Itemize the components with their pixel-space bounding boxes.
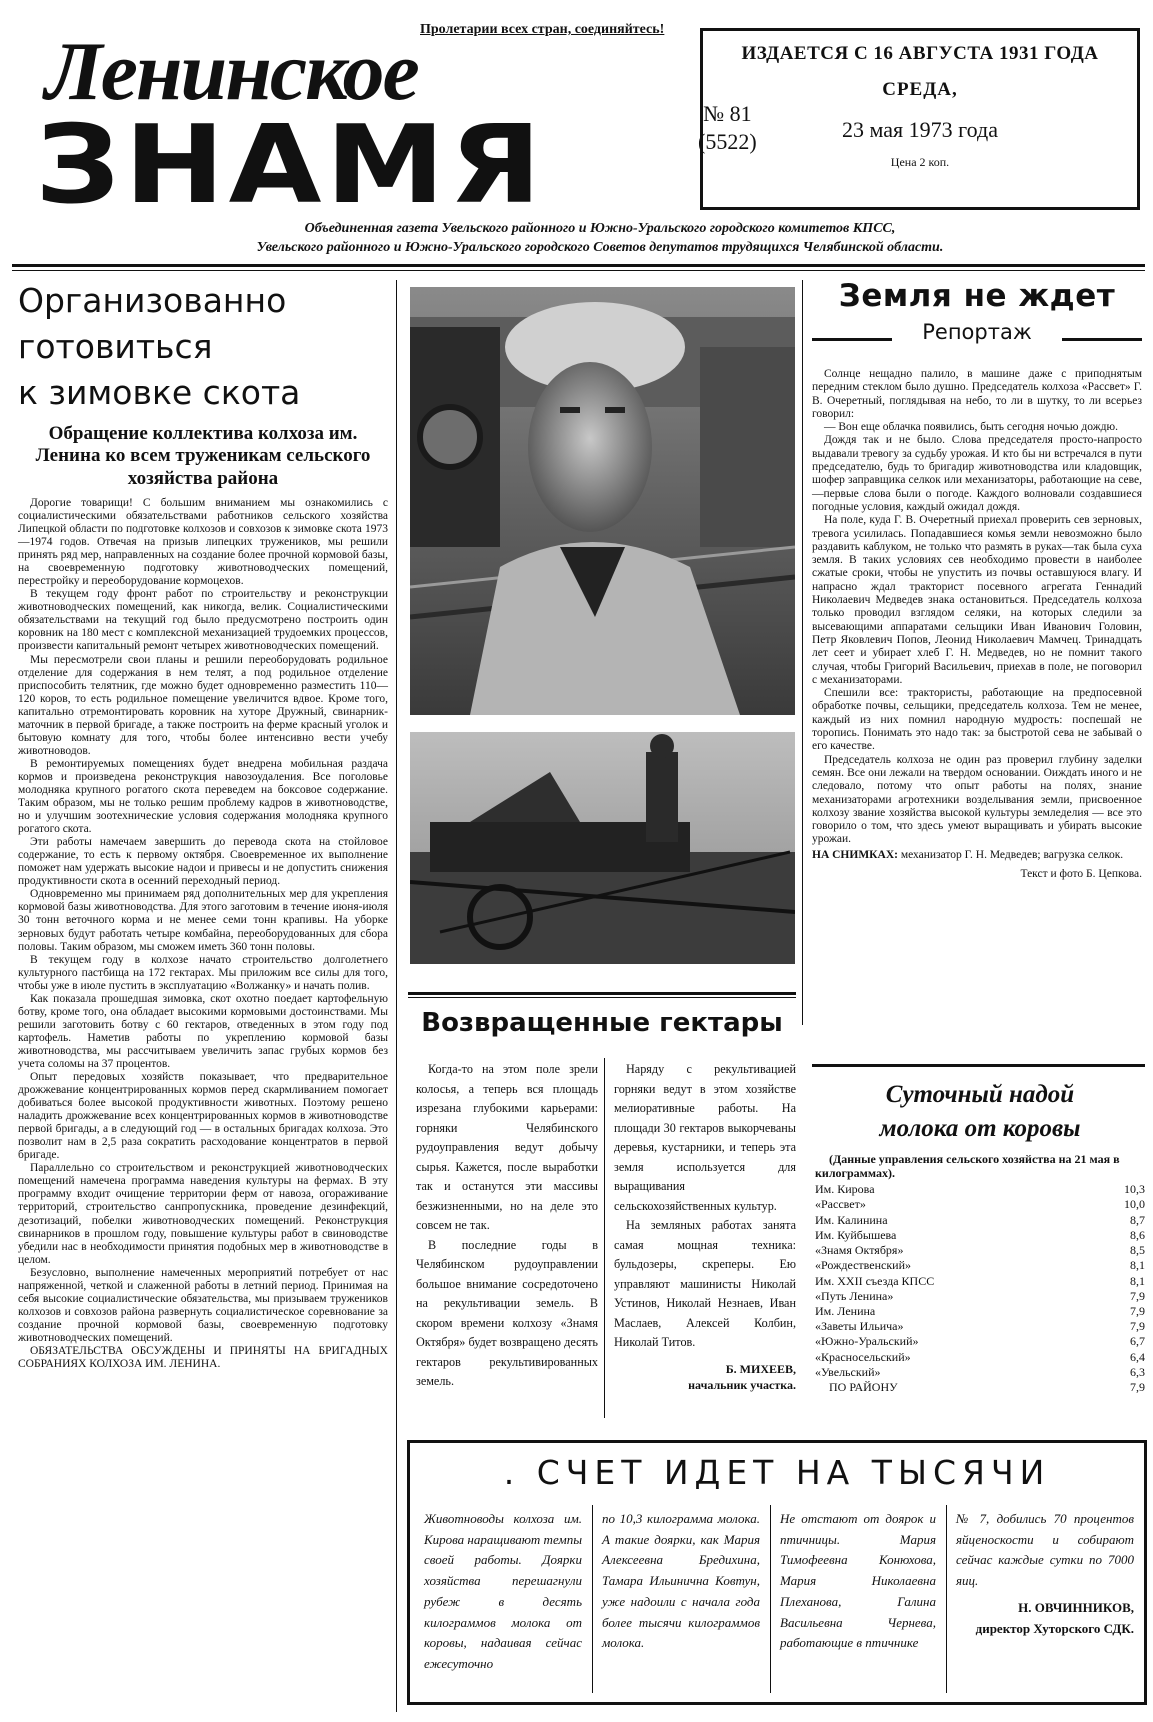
paragraph: Параллельно со строительством и реконструкцией животноводческих помещений намечена программа наведения культуры на фермах. В эту программу входит очищение территории ферм от навоза, огораживание территорий, строительство санпропускника, проведение дезинфекций, дезотизаций, побелки животноводческих помещений. Реконструкция свинарников в прошлом году, повышение культуры работ в свиноводстве убедили нас в необходимости принятия подобных мер в животноводстве в целом. <box>18 1162 388 1266</box>
masthead-divider <box>12 264 1145 267</box>
left-article-headline <box>18 278 388 417</box>
paragraph: Дождя так и не было. Слова председателя просто-напросто выдавали тревогу за судьбу урожая. И кто бы ни встречался в пути председателю, будь то бригадир животноводства или кладовщик, шофер заправщика селкок или механизаторы, работающие на севе,—первые слова были о погоде. Каждого волновали создавшиеся погодные условия, каждый ожидал дождя. <box>812 434 1142 513</box>
bottom-author-title: директор Хуторского СДК. <box>975 1620 1134 1636</box>
headline-line2: готовиться <box>18 327 213 367</box>
milk-table-row <box>815 1197 1145 1212</box>
farm-name: «Путь Ленина» <box>815 1288 894 1303</box>
genre-row <box>812 320 1142 354</box>
issue-price: Цена 2 коп. <box>890 155 950 169</box>
headline-line3: к зимовке скота <box>18 373 301 413</box>
left-article-body <box>18 497 388 1345</box>
farm-name: «Увельский» <box>815 1364 881 1379</box>
milk-table-row <box>815 1350 1145 1365</box>
bottom-col-divider-1 <box>592 1505 593 1693</box>
milk-table-row <box>815 1228 1145 1243</box>
caption-label: НА СНИМКАХ: <box>812 848 898 861</box>
paragraph: Когда-то на этом поле зрели колосья, а теперь вся площадь изрезана глубокими карьерами: горняки Челябинского рудоуправления ведут добычу сырья. Кажется, после выработки так и останутся эти массивы безжизненными, но на деле это совсем не так. <box>416 1062 598 1232</box>
genre-rule-right <box>1062 338 1142 341</box>
farm-name: «Красносельский» <box>815 1349 911 1364</box>
masthead-title-line1: Ленинское <box>45 25 418 118</box>
paragraph: На земляных работах занята самая мощная техника: бульдозеры, скреперы. Ею управляют машинисты Николай Устинов, Николай Незнаев, Иван Маслаев, Алексей Колбин, Николай Титов. <box>614 1218 796 1349</box>
milk-table-row <box>815 1289 1145 1304</box>
left-article-subhead: Обращение коллектива колхоза им. Ленина ко всем труженикам сельского хозяйства района <box>35 422 371 490</box>
bottom-col-divider-3 <box>946 1505 947 1693</box>
column-divider-left <box>396 280 397 1712</box>
milk-table-row <box>815 1274 1145 1289</box>
milk-yield-value: 6,7 <box>1130 1334 1145 1349</box>
masthead-title-line2: ЗНАМЯ <box>35 103 546 229</box>
left-article-footer: ОБЯЗАТЕЛЬСТВА ОБСУЖДЕНЫ И ПРИНЯТЫ НА БРИГАДНЫХ СОБРАНИЯХ КОЛХОЗА ИМ. ЛЕНИНА. <box>18 1345 388 1371</box>
milk-yield-value: 8,5 <box>1130 1243 1145 1258</box>
middle-article-headline: Возвращенные гектары <box>421 1008 783 1038</box>
milk-yield-value: 8,1 <box>1130 1273 1145 1288</box>
milk-yield-table <box>815 1078 1145 1395</box>
milk-table-headline <box>815 1078 1145 1146</box>
farm-name: ПО РАЙОНУ <box>829 1379 898 1394</box>
bottom-col1: Животноводы колхоза им. Кирова наращивают темпы своей работы. Доярки хозяйства перешагнули рубеж в десять килограммов молока от коровы, надаивая сейчас ежесуточно <box>424 1511 582 1671</box>
milk-table-row <box>815 1258 1145 1273</box>
middle-article <box>408 1008 796 1392</box>
milk-table-row <box>815 1182 1145 1197</box>
paragraph: Председатель колхоза не один раз проверил глубину заделки семян. Все они лежали на твердом основании. Оиждать иного и не следовало, потому что опыт работы на полях, знание механизаторами агротехники возделывания земли, присвоенное колхозу звание хозяйства высокой культуры земледелия — все это говорило о том, что здесь умеют выращивать и убирать высокие урожаи. <box>812 753 1142 846</box>
photo-portrait-image <box>410 287 795 715</box>
paragraph: Спешили все: трактористы, работающие на предпосевной обработке почвы, сельщики, председатель колхоза. Тем не менее, каждый из них помнил народную мудрость: поспешай не торопись. Понимать это надо так: за быстротой сева не забывай о его качестве. <box>812 687 1142 753</box>
masthead-subtitle <box>170 220 1030 258</box>
milk-yield-value: 10,3 <box>1124 1182 1145 1197</box>
milk-yield-value: 7,9 <box>1130 1288 1145 1303</box>
caption-text: механизатор Г. Н. Медведев; вагрузка селкок. <box>900 848 1124 861</box>
paragraph: На поле, куда Г. В. Очеретный приехал проверить сев зерновых, тревога усилилась. Попадавшиеся комья земли невозможно было раздавить каблуком, не только что размять в руках—так была суха земля. В таких условиях сев необходимо провести в наиболее сжатые сроки, чтобы не упустить из почвы оставшуюся влагу. И напрасно ждал тракторист посевного агрегата Геннадий Николаевич Медведев знака остановиться. Председатель колхоза только проводил взглядом селяки, на которых следили за высевающими аппаратами сельщики Иван Иванович Головин, Петр Яковлевич Попов, Леонид Николаевич Мамчец. Тринадцать лет сеет и убирает хлеб Г. Н. Медведев, но не помнит такого случая, чтобы Григорий Васильевич, приехав в поле, не поговорил с механизаторами. <box>812 514 1142 686</box>
right-article-byline: Текст и фото Б. Цепкова. <box>1020 867 1142 880</box>
milk-yield-value: 7,9 <box>1130 1379 1145 1394</box>
milk-yield-value: 8,6 <box>1130 1227 1145 1242</box>
right-article-body <box>812 368 1142 881</box>
photo-portrait-mechanic <box>410 287 795 715</box>
bottom-box-headline: . СЧЕТ ИДЕТ НА ТЫСЯЧИ <box>503 1453 1051 1492</box>
issue-date: 23 мая 1973 года <box>842 117 998 142</box>
milk-table-row <box>815 1380 1145 1395</box>
middle-article-author-title: начальник участка. <box>688 1377 796 1392</box>
farm-name: «Заветы Ильича» <box>815 1319 904 1334</box>
paragraph: Мы пересмотрели свои планы и решили переоборудовать родильное отделение для содержания в нем телят, а под родильное отделение приспособить телятник, где можно будет одновременно разместить 110—120 коров, то есть родильное помещение увеличится вдвое. Кроме того, капитально отремонтировать коровник на хуторе Дружный, свинарник-маточник в первой бригаде, а также построить на ферме красный уголок и бытовую комнату для того, чтобы более интенсивно вести учебу животноводов. <box>18 653 388 757</box>
issue-total: (5522) <box>698 128 757 154</box>
paragraph: Наряду с рекультивацией горняки ведут в этом хозяйстве мелиоративные работы. На площади 30 гектаров выкорчеваны деревья, кустарники, и теперь эта земля используется для выращивания сельскохозяйственных культур. <box>614 1062 796 1213</box>
milk-top-divider <box>812 1064 1145 1067</box>
milk-headline-line2: молока от коровы <box>879 1114 1081 1142</box>
middle-article-col1 <box>416 1060 598 1392</box>
photo-caption <box>812 849 1142 862</box>
milk-yield-value: 7,9 <box>1130 1319 1145 1334</box>
milk-yield-value: 7,9 <box>1130 1303 1145 1318</box>
weekday: СРЕДА, <box>882 79 958 100</box>
column-divider-right <box>802 280 803 1025</box>
paragraph: Одновременно мы принимаем ряд дополнительных мер для укрепления кормовой базы животноводства. Для этого заготовим в течение июня-июля 30 тонн веточного корма и не менее семи тонн крапивы. На уборке зерновых будут работать четыре комбайна, переоборудованных для сбора половы. Таким образом, мы сможем иметь 360 тонн половы. <box>18 888 388 953</box>
farm-name: Им. Калинина <box>815 1212 888 1227</box>
paragraph: В текущем году фронт работ по строительству и реконструкции животноводческих помещений, как никогда, велик. Социалистическими обязательствами на текущий год было предусмотрено построить один коровник на 180 мест с комплексной механизацией трудоемких процессов, произвести капитальный ремонт четырех животноводческих помещений. <box>18 588 388 653</box>
farm-name: «Знамя Октября» <box>815 1243 904 1258</box>
milk-table-row <box>815 1365 1145 1380</box>
paragraph: В ремонтируемых помещениях будет внедрена мобильная раздача кормов и произведена реконструкция навозоудаления. Все поголовье молодняка крупного рогатого скота переведем на боксовое содержание. Таким образом, мы не только решим проблему кадров в животноводстве, но и улучшим зоотехнические условия содержания молодняка крупного рогатого скота. <box>18 757 388 836</box>
middle-article-col2 <box>614 1060 796 1393</box>
paragraph: Солнце нещадно палило, в машине даже с приподнятым передним стеклом было душно. Председатель колхоза «Рассвет» Г. В. Очеретный, поглядывая на небо, то ли в шутку, то ли всерьез говорил: <box>812 368 1142 420</box>
farm-name: Им. Ленина <box>815 1303 876 1318</box>
milk-table-row <box>815 1213 1145 1228</box>
photo-seeder-image <box>410 732 795 964</box>
milk-yield-value: 10,0 <box>1124 1197 1145 1212</box>
genre-rule-left <box>812 338 892 341</box>
milk-table-note: (Данные управления сельского хозяйства на 21 мая в килограммах). <box>815 1151 1120 1180</box>
milk-yield-value: 6,4 <box>1130 1349 1145 1364</box>
bottom-col4-text: № 7, добились 70 процентов яйценоскости и собирают сейчас каждые сутки по 7000 яиц. <box>956 1511 1134 1589</box>
bottom-box-article <box>407 1440 1147 1705</box>
farm-name: Им. Кирова <box>815 1182 875 1197</box>
right-article-genre: Репортаж <box>922 320 1032 344</box>
milk-yield-value: 8,7 <box>1130 1212 1145 1227</box>
farm-name: Им. Куйбышева <box>815 1227 897 1242</box>
paragraph: Безусловно, выполнение намеченных мероприятий потребует от нас напряженной, четкой и слаженной работы в летний период. Принимая на себя высокие социалистические обязательства, мы призываем тружеников колхозов и совхозов района развернуть социалистическое соревнование за создание прочной кормовой базы, своевременную подготовку животноводческих помещений. <box>18 1266 388 1344</box>
paragraph: Дорогие товарищи! С большим вниманием мы ознакомились с социалистическими обязательствами работников сельского хозяйства Липецкой области по подготовке колхозов и совхозов к зимовке скота 1973—1974 годов. Отвечая на призыв липецких тружеников, мы решили принять ряд мер, направленных на создание более прочной кормовой базы, на своевременную подготовку животноводческих помещений, перестройку и переоборудование кормоцехов. <box>18 496 388 588</box>
paragraph: Как показала прошедшая зимовка, скот охотно поедает картофельную ботву, кроме того, она обладает высокими кормовыми достоинствами. Мы решили заготовить ботву с 60 гектаров, отведенных в этом году под картофель. Наметив работы по укреплению кормовой базы животноводства, мы рассчитываем увеличить запас грубых кормов без учета соломы на 37 процентов. <box>18 992 388 1070</box>
middle-col-divider <box>604 1058 605 1418</box>
bottom-col3: Не отстают от доярок и птичницы. Мария Тимофеевна Конюхова, Мария Николаевна Плеханова, Галина Васильевна Чернева, работающие в птичнике <box>780 1511 936 1651</box>
middle-top-divider <box>408 992 796 995</box>
bottom-col4 <box>956 1509 1134 1639</box>
paragraph: Опыт передовых хозяйств показывает, что предварительное дрожжевание концентрированных кормов перед скармливанием помогает добиваться более высокой продуктивности животных. Поэтому решено наладить дрожжевание всех концентрированных кормов в животноводстве первой бригады, а в следующий год — в остальных бригадах колхоза. Это позволит нам в 2,5 раза сократить расходование концентратов в первой бригаде. <box>18 1071 388 1162</box>
subtitle-line2: Увельского районного и Южно-Уральского городского Советов депутатов трудящихся Челябинской области. <box>256 239 944 255</box>
right-article-headline: Земля не ждет <box>838 278 1116 314</box>
paragraph: Эти работы намечаем завершить до перевода скота на стойловое содержание, то есть к первому октября. Своевременное их выполнение поможет нам удержать высокие надои и привесы и не допустить снижения продуктивности скота в осенний переходный период. <box>18 836 388 888</box>
masthead-divider-thin <box>12 270 1145 271</box>
farm-name: «Рассвет» <box>815 1197 866 1212</box>
publication-info-box <box>700 28 1140 210</box>
bottom-col2: по 10,3 килограмма молока. А такие доярки, как Мария Алексеевна Бредихина, Тамара Ильинична Ковтун, уже надоили с начала года более тысячи килограммов молока. <box>602 1511 760 1651</box>
bottom-author: Н. ОВЧИННИКОВ, <box>1018 1599 1134 1615</box>
masthead-motto: Пролетарии всех стран, соединяйтесь! <box>420 22 665 37</box>
milk-table-row <box>815 1319 1145 1334</box>
headline-line1: Организованно <box>18 281 287 320</box>
paragraph: В текущем году в колхозе начато строительство долголетнего культурного пастбища на 172 гектарах. Мы приложим все силы для того, чтобы уже в июле пустить в эксплуатацию «Волжанку» и начать полив. <box>18 953 388 992</box>
photo-loading-seeder <box>410 732 795 964</box>
bottom-col-divider-2 <box>770 1505 771 1693</box>
milk-table-row <box>815 1334 1145 1349</box>
left-article <box>18 278 388 1371</box>
middle-top-divider-thin <box>408 997 796 998</box>
farm-name: «Рождественский» <box>815 1258 912 1273</box>
issue-number: № 81 <box>703 101 752 126</box>
milk-table-rows <box>815 1182 1145 1395</box>
milk-yield-value: 6,3 <box>1130 1364 1145 1379</box>
right-article <box>812 278 1142 881</box>
milk-headline-line1: Суточный надой <box>885 1081 1075 1108</box>
milk-yield-value: 8,1 <box>1130 1258 1145 1273</box>
published-since: ИЗДАЕТСЯ С 16 АВГУСТА 1931 ГОДА <box>741 43 1099 64</box>
farm-name: Им. XXII съезда КПСС <box>815 1273 935 1288</box>
farm-name: «Южно-Уральский» <box>815 1334 919 1349</box>
paragraph: — Вон еще облачка появились, быть сегодня ночью дождю. <box>824 421 1118 434</box>
subtitle-line1: Объединенная газета Увельского районного и Южно-Уральского городского комитетов КПСС, <box>304 221 896 236</box>
middle-article-author: Б. МИХЕЕВ, <box>725 1361 796 1376</box>
paragraph: В последние годы в Челябинском рудоуправлении большое внимание сосредоточено на рекультивации земель. В скором времени колхозу «Знамя Октября» будет возвращено десять гектаров рекультивированных земель. <box>416 1237 598 1388</box>
milk-table-row <box>815 1243 1145 1258</box>
milk-table-row <box>815 1304 1145 1319</box>
